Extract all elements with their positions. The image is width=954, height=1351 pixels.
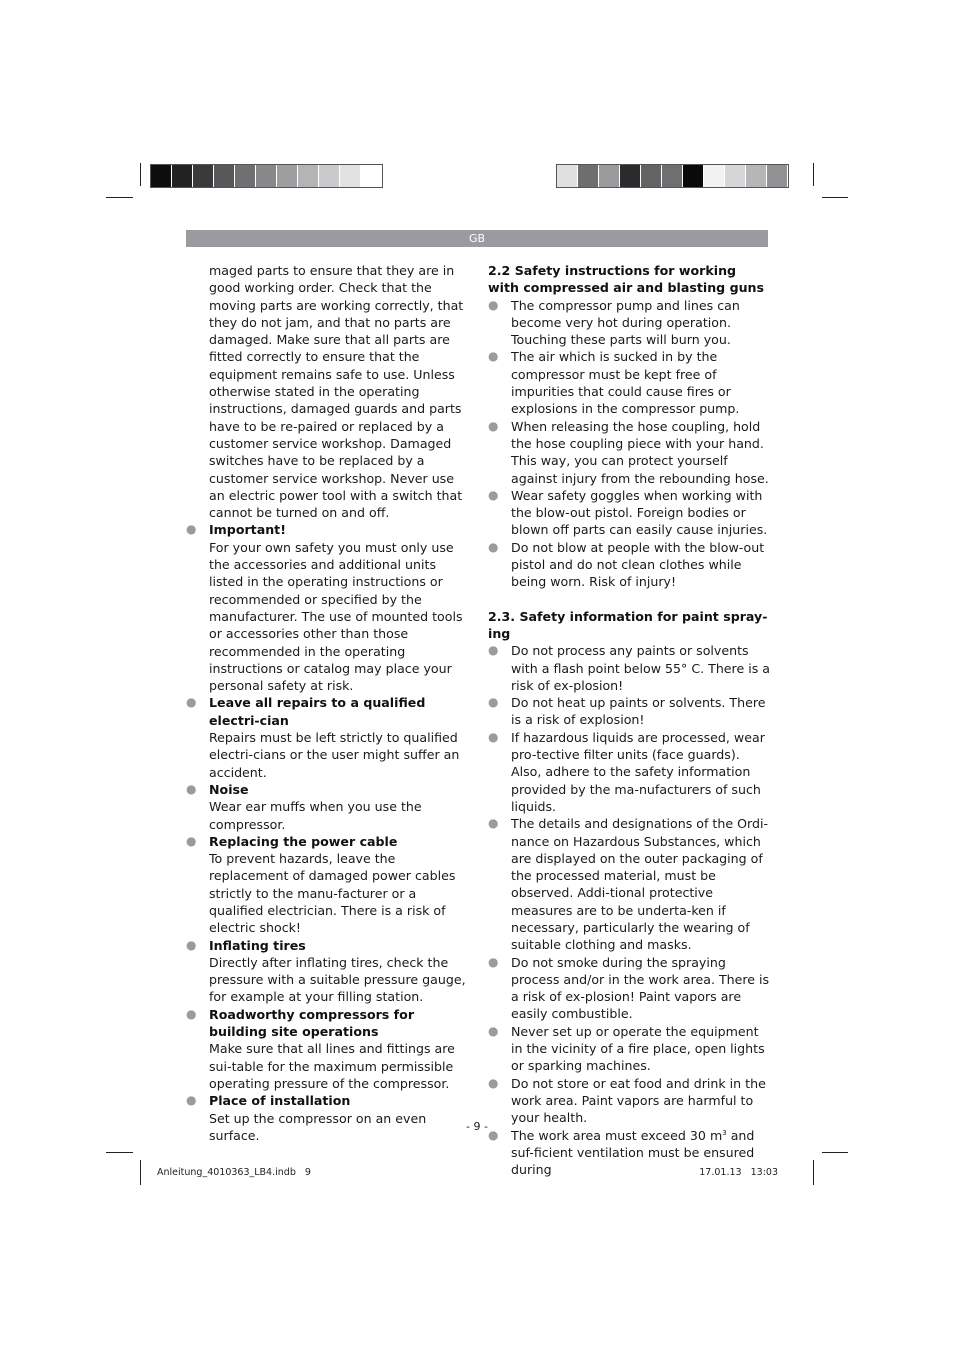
- color-swatch: [340, 165, 361, 187]
- color-swatch: [557, 165, 578, 187]
- crop-mark: [140, 1160, 141, 1185]
- list-item: [488, 348, 770, 417]
- bullet-icon: ●: [488, 954, 499, 969]
- list-item: [186, 694, 468, 780]
- item-text: Do not heat up paints or solvents. There is a risk of explosion!: [511, 695, 766, 728]
- list-item: [488, 1023, 770, 1075]
- list-item: [186, 833, 468, 937]
- color-swatch: [662, 165, 683, 187]
- language-label: GB: [468, 232, 486, 245]
- color-swatch: [767, 165, 788, 187]
- list-item: [488, 642, 770, 694]
- color-swatch: [620, 165, 641, 187]
- section-heading-2-2: 2.2 Safety instructions for working with compressed air and blasting guns: [488, 263, 765, 296]
- bullet-icon: ●: [186, 937, 197, 952]
- item-text: The details and designations of the Ordi-nance on Hazardous Substances, which are displayed on the outer packaging of the processed material, must be observed. Addi-tional protective measures are to be underta-ken if necessary, particularly the wearing of suitable clothing and masks.: [511, 816, 768, 953]
- list-item: [488, 539, 770, 591]
- color-swatch: [256, 165, 277, 187]
- list-item: [488, 487, 770, 539]
- list-item: [186, 1092, 468, 1144]
- bullet-icon: ●: [488, 539, 499, 554]
- section-gap: [488, 591, 770, 608]
- item-title: Important!: [209, 522, 286, 538]
- bullet-icon: ●: [488, 297, 499, 312]
- list-item: [186, 521, 468, 694]
- color-swatch: [725, 165, 746, 187]
- list-item: [488, 694, 770, 729]
- color-swatch: [704, 165, 725, 187]
- page-number: - 9 -: [466, 1120, 488, 1133]
- crop-mark: [822, 1152, 848, 1153]
- bullet-icon: ●: [488, 729, 499, 744]
- item-text: For your own safety you must only use the accessories and additional units listed in the operating instructions or recommended or specified by the manufacturer. The use of mounted tools or accessories other than those recommended in the operating instructions or catalog may place your personal safety at risk.: [209, 539, 463, 694]
- item-text: To prevent hazards, leave the replacement of damaged power cables strictly to the manu-facturer or a qualified electrician. There is a risk of electric shock!: [209, 851, 456, 936]
- list-item: [186, 781, 468, 833]
- item-text: and suf-ficient ventilation must be ensured during: [511, 1127, 755, 1178]
- bullet-icon: ●: [186, 1006, 197, 1021]
- color-swatch: [361, 165, 382, 187]
- item-text: The work area must exceed 30 m: [511, 1127, 723, 1143]
- list-item: [186, 1006, 468, 1092]
- item-text: Make sure that all lines and fittings are sui-table for the maximum permissible operating pressure of the compressor.: [209, 1041, 455, 1091]
- section-2-3-list: [488, 642, 770, 1178]
- color-swatch: [193, 165, 214, 187]
- item-text: Do not smoke during the spraying process and/or in the work area. There is a risk of ex-plosion! Paint vapors are easily combustible.: [511, 954, 770, 1022]
- crop-mark: [813, 1160, 814, 1185]
- crop-mark: [822, 197, 848, 198]
- item-title: Inflating tires: [209, 937, 306, 953]
- item-title: Place of installation: [209, 1093, 351, 1109]
- bullet-icon: ●: [186, 781, 197, 796]
- bullet-icon: ●: [488, 487, 499, 502]
- item-text: Do not process any paints or solvents with a flash point below 55° C. There is a risk of ex-plosion!: [511, 643, 770, 693]
- item-text: Do not blow at people with the blow-out pistol and do not clean clothes while being worn. Risk of injury!: [511, 539, 765, 590]
- item-text: Repairs must be left strictly to qualified electri-cians or the user might suffer an accident.: [209, 730, 460, 780]
- item-text: Set up the compressor on an even surface.: [209, 1110, 427, 1143]
- footer-file: Anleitung_4010363_LB4.indb 9: [157, 1167, 311, 1178]
- crop-mark: [813, 163, 814, 186]
- bullet-icon: ●: [488, 816, 499, 831]
- bullet-icon: ●: [186, 695, 197, 710]
- color-swatch: [172, 165, 193, 187]
- color-swatch: [214, 165, 235, 187]
- intro-paragraph: maged parts to ensure that they are in good working order. Check that the moving parts are working correctly, that they do not jam, and that no parts are damaged. Make sure that all parts are fitted correctly to ensure that the equipment remains safe to use. Unless otherwise stated in the operating instructions, damaged guards and parts have to be re-paired or replaced by a customer service workshop. Damaged switches have to be replaced by a customer service workshop. Never use an electric power tool with a switch that cannot be turned on and off.: [209, 263, 464, 521]
- item-title: Noise: [209, 781, 249, 797]
- color-swatch: [151, 165, 172, 187]
- color-swatch: [277, 165, 298, 187]
- bullet-icon: ●: [488, 418, 499, 433]
- bullet-icon: ●: [186, 1093, 197, 1108]
- footer-date-time: 17.01.13 13:03: [699, 1167, 778, 1178]
- list-item: [488, 418, 770, 487]
- crop-mark: [140, 163, 141, 186]
- item-text: Wear safety goggles when working with the blow-out pistol. Foreign bodies or blown off parts can easily cause injuries.: [511, 487, 768, 538]
- color-swatch: [683, 165, 704, 187]
- crop-mark: [106, 1152, 133, 1153]
- bullet-icon: ●: [488, 1127, 499, 1142]
- item-text: Directly after inflating tires, check the pressure with a suitable pressure gauge, for example at your filling station.: [209, 954, 466, 1005]
- item-text: The air which is sucked in by the compressor must be kept free of impurities that could cause fires or explosions in the compressor pump.: [511, 349, 740, 417]
- bullet-icon: ●: [488, 643, 499, 658]
- list-item: [488, 1075, 770, 1127]
- item-text: Do not store or eat food and drink in the work area. Paint vapors are harmful to your health.: [511, 1075, 766, 1126]
- item-text: The compressor pump and lines can become very hot during operation. Touching these parts will burn you.: [511, 297, 740, 348]
- left-column: [186, 262, 468, 1144]
- item-text: When releasing the hose coupling, hold the hose coupling piece with your hand. This way, you can protect yourself against injury from the rebounding hose.: [511, 418, 769, 486]
- item-text: Never set up or operate the equipment in the vicinity of a fire place, open lights or sparking machines.: [511, 1023, 765, 1074]
- item-text: If hazardous liquids are processed, wear pro-tective filter units (face guards). Also, adhere to the safety information provided by the ma-nufacturers of such liquids.: [511, 729, 765, 814]
- bullet-icon: ●: [186, 522, 197, 537]
- item-text: Wear ear muffs when you use the compressor.: [209, 799, 422, 832]
- list-item: [488, 729, 770, 815]
- color-swatch: [641, 165, 662, 187]
- section-2-2-list: [488, 297, 770, 591]
- color-swatch: [298, 165, 319, 187]
- color-strip-left: [150, 164, 383, 188]
- item-title: Replacing the power cable: [209, 833, 398, 849]
- bullet-icon: ●: [488, 1023, 499, 1038]
- color-swatch: [235, 165, 256, 187]
- bullet-icon: ●: [186, 833, 197, 848]
- item-title: Roadworthy compressors for building site operations: [209, 1006, 415, 1040]
- crop-mark: [106, 197, 133, 198]
- color-swatch: [746, 165, 767, 187]
- left-bullet-list: [186, 521, 468, 1144]
- list-item: [488, 297, 770, 349]
- color-swatch: [319, 165, 340, 187]
- list-item: [186, 937, 468, 1006]
- language-header-bar: [186, 230, 768, 247]
- list-item: [488, 815, 770, 953]
- color-strip-right: [556, 164, 789, 188]
- bullet-icon: ●: [488, 349, 499, 364]
- superscript-3: 3: [722, 1128, 727, 1137]
- list-item: [488, 954, 770, 1023]
- color-swatch: [599, 165, 620, 187]
- bullet-icon: ●: [488, 1075, 499, 1090]
- color-swatch: [578, 165, 599, 187]
- bullet-icon: ●: [488, 695, 499, 710]
- section-heading-2-3: 2.3. Safety information for paint spray-ing: [488, 608, 768, 641]
- right-column: [488, 262, 770, 1178]
- item-title: Leave all repairs to a qualified electri-cian: [209, 695, 426, 728]
